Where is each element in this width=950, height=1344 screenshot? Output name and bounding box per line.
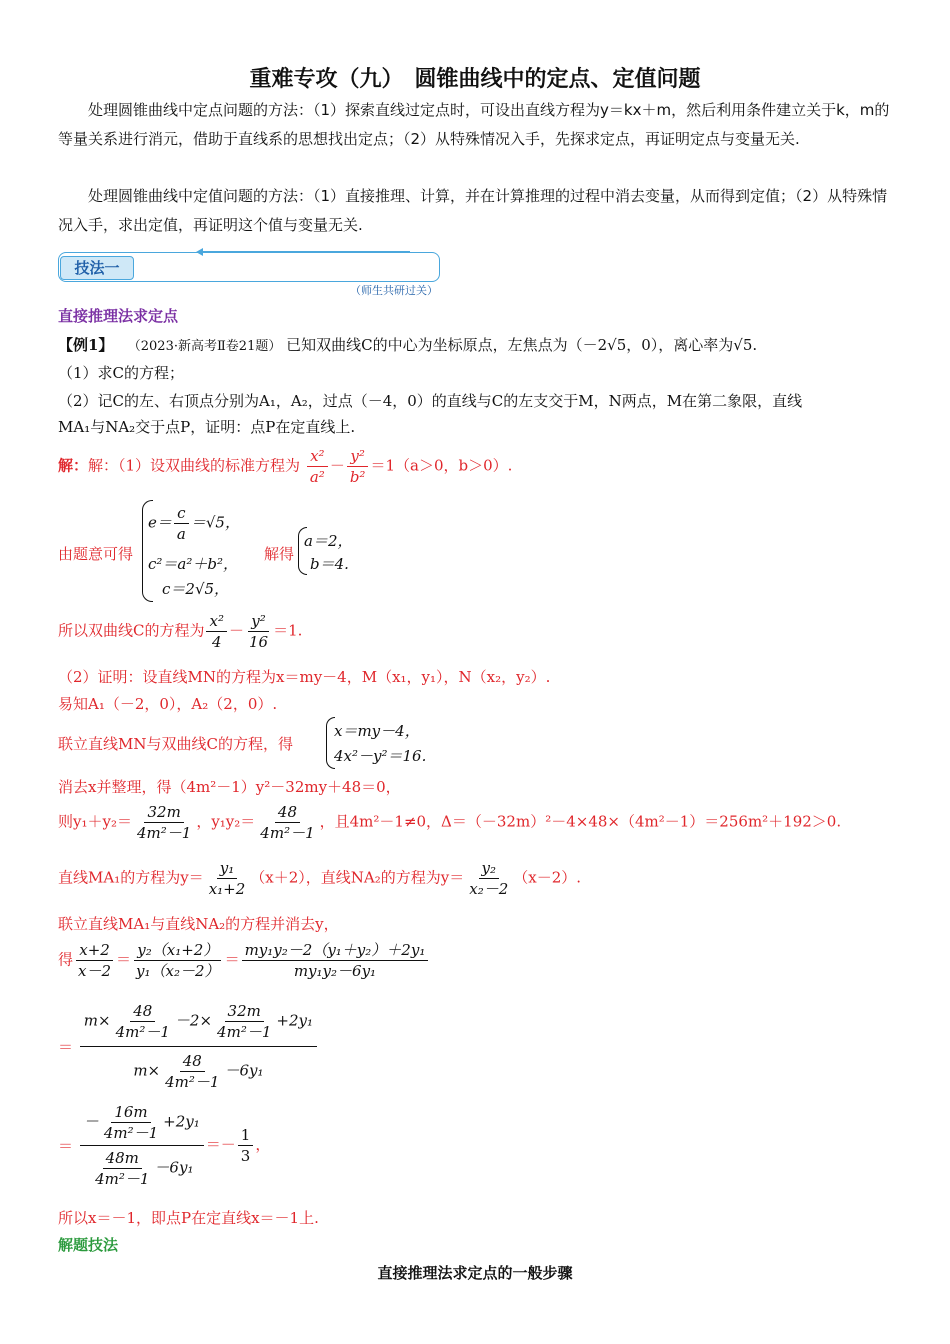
solution-step-5: 易知A₁（－2，0），A₂（2，0）. [58, 695, 278, 713]
system-row-1: e＝ $\frac{c}{a}$ ＝√5， [148, 504, 240, 543]
technique-subtag: （师生共研过关） [350, 284, 438, 297]
intro-paragraph-2: 处理圆锥曲线中定值问题的方法：（1）直接推理、计算，并在计算推理的过程中消去变量，从而得到定值；（2）从特殊情况入手，求出定值，再证明这个值与变量无关. [58, 187, 888, 234]
example-stem: 【例1】 （2023·新高考Ⅱ卷21题） 已知双曲线C的中心为坐标原点，左焦点为（－2√5，0），离心率为√5. [58, 336, 758, 354]
system-mn-row-2: 4x²－y²＝16. [334, 747, 427, 765]
technique-badge: 技法一 [60, 256, 134, 280]
section-heading: 直接推理法求定点 [58, 307, 179, 325]
example-question-2a: （2）记C的左、右顶点分别为A₁，A₂，过点（－4，0）的直线与C的左支交于M，N两点，M在第二象限，直线 [58, 392, 803, 410]
system-mn-row-1: x＝my－4， [334, 722, 420, 740]
solution-step-6-label: 联立直线MN与双曲线C的方程，得 [58, 735, 293, 753]
solution-conclusion: 所以x＝－1，即点P在定直线x＝－1上. [58, 1209, 319, 1227]
solution-step-13: ＝ － $\frac{16m}{\text{4m²－1}}$ +2y₁ $\frac{48m}{\text{4m²－1}}$ －6y₁ ＝－ $\frac{1}{3}$ ， [58, 1100, 270, 1191]
solution-step-7: 消去x并整理，得（4m²－1）y²－32my＋48＝0， [58, 778, 401, 796]
solution-step-11: 得 $\frac{x+2}{x-2}$ ＝ $\frac{\text{y₂（x₁+2）}}{\text{y₁（x₂－2）}}$ ＝ $\frac{\text{my₁y₂－2（y₁＋y₂）＋2y₁}}{\text{my₁y₂－6y₁}}$ [58, 940, 430, 981]
solution-step-8: 则y₁＋y₂＝ $\frac{32m}{\text{4m²－1}}$ ，y₁y₂＝ $\frac{48}{\text{4m²－1}}$ ，且4m²－1≠0，Δ＝（－32m）²－4×48×（4m²－1）＝256m²＋192＞0. [58, 803, 842, 842]
result-row-2: b＝4. [310, 555, 349, 573]
intro-paragraph-1: 处理圆锥曲线中定点问题的方法：（1）探索直线过定点时，可设出直线方程为y＝kx＋m，然后利用条件建立关于k，m的等量关系进行消元，借助于直线系的思想找出定点；（2）从特殊情况入手，先探求定点，再证明定点与变量无关. [58, 101, 890, 148]
page-title: 重难专攻（九） 圆锥曲线中的定点、定值问题 [249, 67, 701, 92]
solution-step-12: ＝ m× $\frac{48}{\text{4m²－1}}$ －2× $\frac{32m}{\text{4m²－1}}$ +2y₁ m× $\frac{48}{\text{4m²－1}}$ －6y₁ [58, 997, 319, 1096]
solution-step-4: （2）证明：设直线MN的方程为x＝my－4，M（x₁，y₁），N（x₂，y₂）. [58, 668, 551, 686]
example-question-1: （1）求C的方程； [58, 364, 185, 382]
solution-step-2-label: 由题意可得 [58, 545, 134, 563]
tips-heading: 直接推理法求定点的一般步骤 [377, 1264, 573, 1282]
solution-step-9: 直线MA₁的方程为y＝ $\frac{\text{y₁}}{\text{x₁+2}}$ （x＋2），直线NA₂的方程为y＝ $\frac{\text{y₂}}{\text{x₂－2}}$ （x－2）. [58, 859, 582, 898]
solution-step-1: 解：解：（1）设双曲线的标准方程为 $\frac{\text{x²}}{\text{a²}}$ － $\frac{\text{y²}}{\text{b²}}$ ＝1（a＞0，b＞0）. [58, 447, 513, 486]
solution-step-2-solved: 解得 [264, 545, 295, 563]
solution-step-10: 联立直线MA₁与直线NA₂的方程并消去y， [58, 915, 339, 933]
solution-step-3: 所以双曲线C的方程为 $\frac{\text{x²}}{4}$ － $\frac{\text{y²}}{16}$ ＝1. [58, 612, 303, 651]
system-row-3: c＝2√5， [162, 580, 230, 598]
banner-arrow-icon [196, 248, 203, 256]
banner-arrow-line [200, 251, 410, 252]
example-question-2b: MA₁与NA₂交于点P，证明：点P在定直线上. [58, 418, 356, 436]
system-row-2: c²＝a²＋b²， [148, 555, 238, 573]
result-row-1: a＝2， [304, 532, 353, 550]
tips-label: 解题技法 [58, 1236, 119, 1254]
